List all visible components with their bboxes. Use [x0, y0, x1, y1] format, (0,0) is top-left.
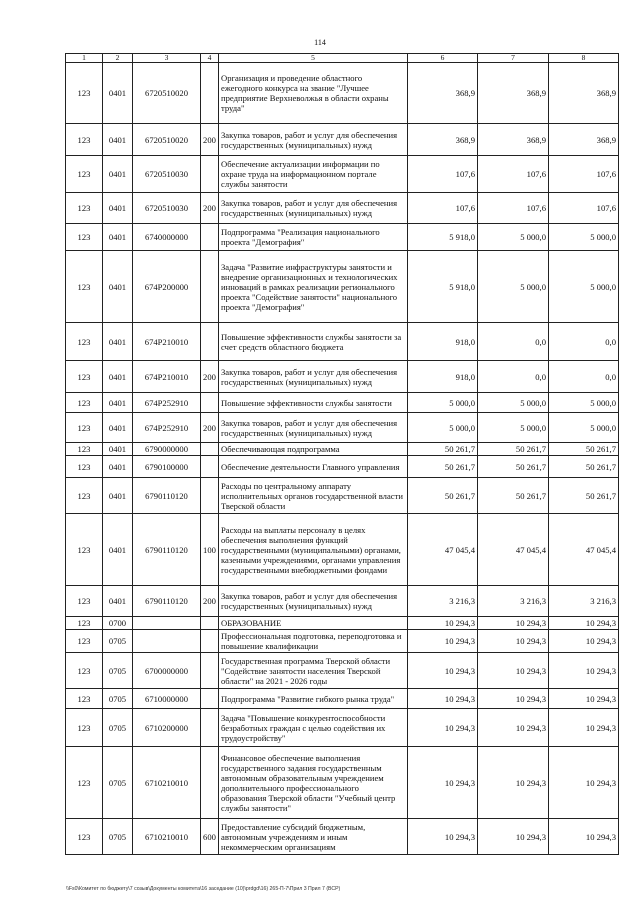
cell-amount-1: 368,9 [408, 63, 478, 124]
cell-section: 0401 [103, 456, 133, 478]
cell-section: 0401 [103, 156, 133, 193]
cell-section: 0700 [103, 617, 133, 630]
table-row [66, 747, 619, 819]
cell-description: Закупка товаров, работ и услуг для обеспечения государственных (муниципальных) нужд [219, 124, 408, 156]
cell-section: 0401 [103, 443, 133, 456]
table-row [66, 653, 619, 689]
cell-section: 0705 [103, 709, 133, 747]
cell-description: Расходы на выплаты персоналу в целях обеспечения выполнения функций государственными (муниципальными) органами, казенными учреждениями, органами управления государственными внебюджетными фондами [219, 514, 408, 586]
cell-ministry: 123 [66, 124, 103, 156]
table-row [66, 361, 619, 393]
cell-ministry: 123 [66, 323, 103, 361]
cell-expense-type [201, 456, 219, 478]
cell-amount-1: 918,0 [408, 361, 478, 393]
cell-amount-1: 5 000,0 [408, 413, 478, 443]
cell-target-article: 6710210010 [133, 747, 201, 819]
cell-ministry: 123 [66, 456, 103, 478]
cell-amount-3: 10 294,3 [549, 617, 619, 630]
cell-ministry: 123 [66, 224, 103, 251]
cell-section: 0705 [103, 689, 133, 709]
cell-target-article: 6720510030 [133, 156, 201, 193]
cell-description: Задача "Повышение конкурентоспособности безработных граждан с целью содействия их трудоустройству" [219, 709, 408, 747]
cell-amount-3: 50 261,7 [549, 443, 619, 456]
cell-description: Государственная программа Тверской области "Содействие занятости населения Тверской области" на 2021 - 2026 годы [219, 653, 408, 689]
cell-expense-type: 200 [201, 413, 219, 443]
cell-amount-1: 107,6 [408, 193, 478, 224]
table-row [66, 124, 619, 156]
cell-description: Профессиональная подготовка, переподготовка и повышение квалификации [219, 630, 408, 653]
cell-target-article: 6720510020 [133, 63, 201, 124]
cell-amount-1: 10 294,3 [408, 819, 478, 855]
cell-amount-2: 10 294,3 [478, 709, 549, 747]
cell-amount-2: 50 261,7 [478, 478, 549, 514]
table-row [66, 514, 619, 586]
cell-ministry: 123 [66, 819, 103, 855]
cell-amount-1: 918,0 [408, 323, 478, 361]
cell-description: Закупка товаров, работ и услуг для обеспечения государственных (муниципальных) нужд [219, 361, 408, 393]
cell-description: Подпрограмма "Реализация национального проекта "Демография" [219, 224, 408, 251]
cell-amount-1: 10 294,3 [408, 747, 478, 819]
cell-amount-2: 50 261,7 [478, 456, 549, 478]
cell-description: Расходы по центральному аппарату исполнительных органов государственной власти Тверской области [219, 478, 408, 514]
cell-expense-type [201, 393, 219, 413]
cell-target-article [133, 617, 201, 630]
table-row [66, 63, 619, 124]
table-row [66, 819, 619, 855]
cell-amount-2: 368,9 [478, 124, 549, 156]
col-header-3: 3 [133, 54, 201, 63]
cell-target-article: 6720510030 [133, 193, 201, 224]
cell-amount-2: 0,0 [478, 361, 549, 393]
cell-expense-type [201, 443, 219, 456]
cell-section: 0705 [103, 630, 133, 653]
cell-amount-3: 368,9 [549, 63, 619, 124]
cell-amount-3: 107,6 [549, 156, 619, 193]
cell-amount-1: 5 000,0 [408, 393, 478, 413]
cell-ministry: 123 [66, 443, 103, 456]
cell-expense-type [201, 630, 219, 653]
cell-target-article: 6700000000 [133, 653, 201, 689]
col-header-5: 5 [219, 54, 408, 63]
cell-expense-type [201, 689, 219, 709]
cell-amount-2: 368,9 [478, 63, 549, 124]
cell-section: 0705 [103, 747, 133, 819]
cell-expense-type [201, 63, 219, 124]
cell-amount-1: 10 294,3 [408, 630, 478, 653]
cell-target-article: 674P210010 [133, 361, 201, 393]
budget-table [65, 53, 619, 855]
cell-description: Предоставление субсидий бюджетным, автономным учреждениям и иным некоммерческим организациям [219, 819, 408, 855]
cell-description: Обеспечивающая подпрограмма [219, 443, 408, 456]
page-number: 114 [314, 38, 326, 47]
cell-amount-2: 47 045,4 [478, 514, 549, 586]
cell-expense-type: 200 [201, 586, 219, 617]
cell-description: Подпрограмма "Развитие гибкого рынка труда" [219, 689, 408, 709]
cell-amount-2: 0,0 [478, 323, 549, 361]
cell-ministry: 123 [66, 514, 103, 586]
cell-expense-type: 200 [201, 193, 219, 224]
cell-section: 0401 [103, 63, 133, 124]
cell-section: 0401 [103, 393, 133, 413]
cell-ministry: 123 [66, 709, 103, 747]
cell-amount-2: 3 216,3 [478, 586, 549, 617]
cell-expense-type [201, 323, 219, 361]
cell-amount-2: 10 294,3 [478, 653, 549, 689]
cell-ministry: 123 [66, 193, 103, 224]
cell-description: Закупка товаров, работ и услуг для обеспечения государственных (муниципальных) нужд [219, 413, 408, 443]
cell-target-article: 674P252910 [133, 413, 201, 443]
cell-ministry: 123 [66, 361, 103, 393]
cell-ministry: 123 [66, 689, 103, 709]
cell-target-article: 6790110120 [133, 586, 201, 617]
cell-amount-3: 50 261,7 [549, 478, 619, 514]
cell-target-article: 6790110120 [133, 478, 201, 514]
cell-section: 0401 [103, 413, 133, 443]
cell-amount-3: 107,6 [549, 193, 619, 224]
table-row [66, 393, 619, 413]
cell-target-article: 6790110120 [133, 514, 201, 586]
col-header-8: 8 [549, 54, 619, 63]
cell-expense-type [201, 224, 219, 251]
cell-amount-3: 5 000,0 [549, 224, 619, 251]
cell-amount-3: 5 000,0 [549, 251, 619, 323]
table-row [66, 323, 619, 361]
cell-amount-1: 10 294,3 [408, 689, 478, 709]
cell-description: Закупка товаров, работ и услуг для обеспечения государственных (муниципальных) нужд [219, 193, 408, 224]
cell-amount-3: 47 045,4 [549, 514, 619, 586]
cell-ministry: 123 [66, 63, 103, 124]
cell-amount-3: 0,0 [549, 323, 619, 361]
cell-amount-3: 10 294,3 [549, 747, 619, 819]
cell-target-article: 6720510020 [133, 124, 201, 156]
cell-amount-1: 50 261,7 [408, 478, 478, 514]
cell-target-article: 674P252910 [133, 393, 201, 413]
cell-section: 0401 [103, 124, 133, 156]
cell-description: Повышение эффективности службы занятости [219, 393, 408, 413]
cell-description: Финансовое обеспечение выполнения государственного задания государственным автономным образовательным учреждением дополнительного профессионального образования Тверской области "Учебный центр службы занятости" [219, 747, 408, 819]
cell-section: 0401 [103, 323, 133, 361]
cell-section: 0401 [103, 193, 133, 224]
col-header-4: 4 [201, 54, 219, 63]
cell-amount-3: 10 294,3 [549, 819, 619, 855]
cell-ministry: 123 [66, 747, 103, 819]
cell-amount-1: 47 045,4 [408, 514, 478, 586]
cell-expense-type [201, 653, 219, 689]
cell-amount-2: 10 294,3 [478, 819, 549, 855]
cell-amount-3: 0,0 [549, 361, 619, 393]
table-row [66, 413, 619, 443]
cell-ministry: 123 [66, 251, 103, 323]
cell-expense-type [201, 156, 219, 193]
cell-ministry: 123 [66, 393, 103, 413]
cell-description: ОБРАЗОВАНИЕ [219, 617, 408, 630]
cell-amount-1: 368,9 [408, 124, 478, 156]
cell-expense-type: 100 [201, 514, 219, 586]
cell-target-article: 6710000000 [133, 689, 201, 709]
cell-amount-1: 50 261,7 [408, 456, 478, 478]
cell-expense-type [201, 251, 219, 323]
cell-expense-type [201, 617, 219, 630]
cell-expense-type [201, 747, 219, 819]
cell-description: Повышение эффективности службы занятости за счет средств областного бюджета [219, 323, 408, 361]
col-header-7: 7 [478, 54, 549, 63]
cell-target-article [133, 630, 201, 653]
table-row [66, 586, 619, 617]
cell-description: Закупка товаров, работ и услуг для обеспечения государственных (муниципальных) нужд [219, 586, 408, 617]
cell-target-article: 674P200000 [133, 251, 201, 323]
footer-file-path: \\Fs0\Комитет по бюджету\7 созыв\Документы комитета\16 заседание (10)\prdgd\16) 265-П-7\Прил 3 Прил 7 (ВСР) [66, 886, 341, 892]
cell-expense-type: 600 [201, 819, 219, 855]
cell-amount-3: 50 261,7 [549, 456, 619, 478]
cell-section: 0401 [103, 478, 133, 514]
cell-expense-type [201, 478, 219, 514]
cell-amount-1: 10 294,3 [408, 709, 478, 747]
cell-amount-1: 5 918,0 [408, 251, 478, 323]
table-row [66, 443, 619, 456]
cell-section: 0401 [103, 514, 133, 586]
cell-amount-3: 10 294,3 [549, 689, 619, 709]
cell-ministry: 123 [66, 653, 103, 689]
cell-amount-2: 10 294,3 [478, 689, 549, 709]
cell-amount-2: 10 294,3 [478, 630, 549, 653]
cell-expense-type: 200 [201, 361, 219, 393]
cell-amount-3: 368,9 [549, 124, 619, 156]
cell-expense-type: 200 [201, 124, 219, 156]
cell-target-article: 6710210010 [133, 819, 201, 855]
cell-target-article: 6790000000 [133, 443, 201, 456]
cell-target-article: 674P210010 [133, 323, 201, 361]
cell-ministry: 123 [66, 586, 103, 617]
cell-amount-1: 10 294,3 [408, 653, 478, 689]
col-header-6: 6 [408, 54, 478, 63]
cell-amount-3: 10 294,3 [549, 709, 619, 747]
cell-target-article: 6790100000 [133, 456, 201, 478]
cell-description: Обеспечение актуализации информации по охране труда на информационном портале службы занятости [219, 156, 408, 193]
table-row [66, 689, 619, 709]
cell-amount-2: 10 294,3 [478, 747, 549, 819]
cell-ministry: 123 [66, 413, 103, 443]
cell-description: Обеспечение деятельности Главного управления [219, 456, 408, 478]
cell-amount-2: 5 000,0 [478, 413, 549, 443]
cell-ministry: 123 [66, 156, 103, 193]
table-row [66, 251, 619, 323]
table-row [66, 224, 619, 251]
cell-amount-3: 10 294,3 [549, 653, 619, 689]
cell-amount-1: 10 294,3 [408, 617, 478, 630]
cell-expense-type [201, 709, 219, 747]
table-row [66, 630, 619, 653]
cell-section: 0705 [103, 653, 133, 689]
cell-amount-1: 50 261,7 [408, 443, 478, 456]
cell-section: 0401 [103, 586, 133, 617]
table-row [66, 456, 619, 478]
cell-amount-2: 5 000,0 [478, 251, 549, 323]
cell-amount-2: 50 261,7 [478, 443, 549, 456]
table-row [66, 193, 619, 224]
cell-ministry: 123 [66, 617, 103, 630]
cell-amount-2: 107,6 [478, 156, 549, 193]
cell-ministry: 123 [66, 630, 103, 653]
col-header-1: 1 [66, 54, 103, 63]
table-row [66, 156, 619, 193]
cell-ministry: 123 [66, 478, 103, 514]
cell-target-article: 6740000000 [133, 224, 201, 251]
cell-target-article: 6710200000 [133, 709, 201, 747]
cell-amount-1: 3 216,3 [408, 586, 478, 617]
cell-amount-1: 5 918,0 [408, 224, 478, 251]
cell-amount-2: 5 000,0 [478, 224, 549, 251]
cell-section: 0401 [103, 251, 133, 323]
table-row [66, 617, 619, 630]
cell-amount-3: 5 000,0 [549, 393, 619, 413]
cell-description: Организация и проведение областного ежегодного конкурса на звание "Лучшее предприятие Верхневолжья в области охраны труда" [219, 63, 408, 124]
cell-section: 0401 [103, 224, 133, 251]
cell-amount-2: 5 000,0 [478, 393, 549, 413]
table-row [66, 478, 619, 514]
col-header-2: 2 [103, 54, 133, 63]
cell-amount-1: 107,6 [408, 156, 478, 193]
table-row [66, 709, 619, 747]
cell-description: Задача "Развитие инфраструктуры занятости и внедрение организационных и технологических инноваций в рамках реализации регионального проекта "Содействие занятости" национального проекта "Демография" [219, 251, 408, 323]
cell-amount-2: 10 294,3 [478, 617, 549, 630]
cell-amount-2: 107,6 [478, 193, 549, 224]
cell-amount-3: 3 216,3 [549, 586, 619, 617]
cell-amount-3: 5 000,0 [549, 413, 619, 443]
cell-section: 0401 [103, 361, 133, 393]
header-row [66, 54, 619, 63]
cell-section: 0705 [103, 819, 133, 855]
cell-amount-3: 10 294,3 [549, 630, 619, 653]
